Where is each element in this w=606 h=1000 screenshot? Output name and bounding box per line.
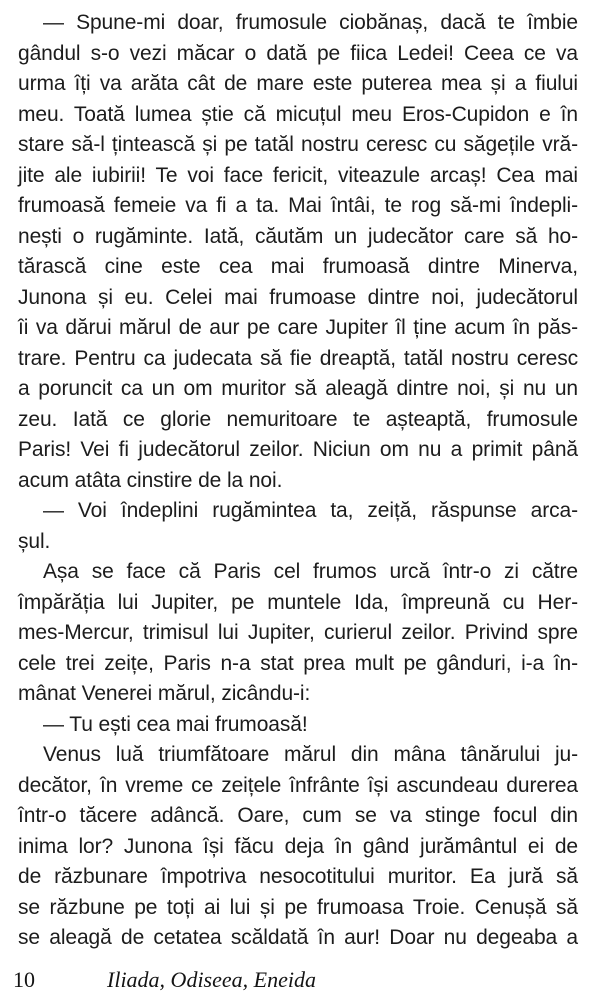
page-text (18, 8, 578, 954)
text-line: stare să-l țintească și pe tatăl nostru ceresc cu săgețile vră- (18, 133, 578, 156)
text-line: gândul s-o vezi măcar o dată pe fiica Ledei! Ceea ce va (18, 41, 578, 65)
text-line: zeu. Iată ce glorie nemuritoare te așteaptă, frumosule (18, 407, 578, 431)
text-line: Junona și eu. Celei mai frumoase dintre noi, judecătorul (18, 285, 578, 309)
text-line: mes-Mercur, trimisul lui Jupiter, curierul zeilor. Privind spre (18, 621, 578, 644)
text-line: — Voi îndeplini rugămintea ta, zeiță, răspunse arca- (43, 499, 578, 522)
text-line: mânat Venerei mărul, zicându-i: (18, 682, 311, 705)
text-line: inima lor? Junona își făcu deja în gând jurământul ei de (18, 834, 578, 858)
text-line: tărască cine este cea mai frumoasă dintre Minerva, (18, 255, 578, 278)
text-line: se aleagă de cetatea scăldată în aur! Doar nu degeaba a (18, 926, 578, 949)
text-line: frumoasă femeie va fi a ta. Mai întâi, te rog să-mi îndepli- (18, 194, 578, 217)
text-line: decător, în vreme ce zeițele înfrânte își ascundeau durerea (18, 773, 578, 797)
text-line: împărăția lui Jupiter, pe muntele Ida, împreună cu Her- (18, 590, 578, 614)
text-line: cele trei zeițe, Paris n-a stat prea mult pe gânduri, i-a în- (18, 651, 578, 675)
text-line: șul. (18, 529, 51, 553)
text-line: într-o tăcere adâncă. Oare, cum se va stinge focul din (18, 804, 578, 827)
text-line: jite ale iubirii! Te voi face fericit, viteazule arcaș! Cea mai (18, 163, 578, 187)
text-line: Așa se face că Paris cel frumos urcă într-o zi către (43, 560, 578, 583)
text-line: meu. Toată lumea știe că micuțul meu Eros-Cupidon e în (18, 102, 578, 126)
text-line: de răzbunare împotriva nesocotitului muritor. Ea jură să (18, 865, 578, 888)
text-line: trare. Pentru ca judecata să fie dreaptă, tatăl nostru ceresc (18, 346, 578, 370)
running-title: Iliada, Odiseea, Eneida (107, 967, 316, 992)
text-line: — Tu ești cea mai frumoasă! (43, 712, 308, 736)
text-line: Paris! Vei fi judecătorul zeilor. Niciun om nu a primit până (18, 438, 578, 461)
page-footer (0, 966, 606, 998)
text-line: se răzbune pe toți ai lui și pe frumoasa Troie. Cenușă să (18, 895, 578, 919)
text-line: îi va dărui mărul de aur pe care Jupiter îl ține acum în păs- (18, 316, 578, 339)
text-line: Venus luă triumfătoare mărul din mâna tânărului ju- (43, 743, 578, 766)
text-line: nești o rugăminte. Iată, căutăm un judecător care să ho- (18, 224, 578, 248)
text-line: acum atâta cinstire de la noi. (18, 468, 283, 492)
text-line: a poruncit ca un om muritor să aleagă dintre noi, și nu un (18, 377, 578, 400)
text-line: — Spune-mi doar, frumosule ciobănaș, dacă te îmbie (43, 11, 578, 34)
text-line: urma îți va arăta cât de mare este puterea mea și a fiului (18, 72, 578, 95)
page-number: 10 (13, 967, 35, 992)
